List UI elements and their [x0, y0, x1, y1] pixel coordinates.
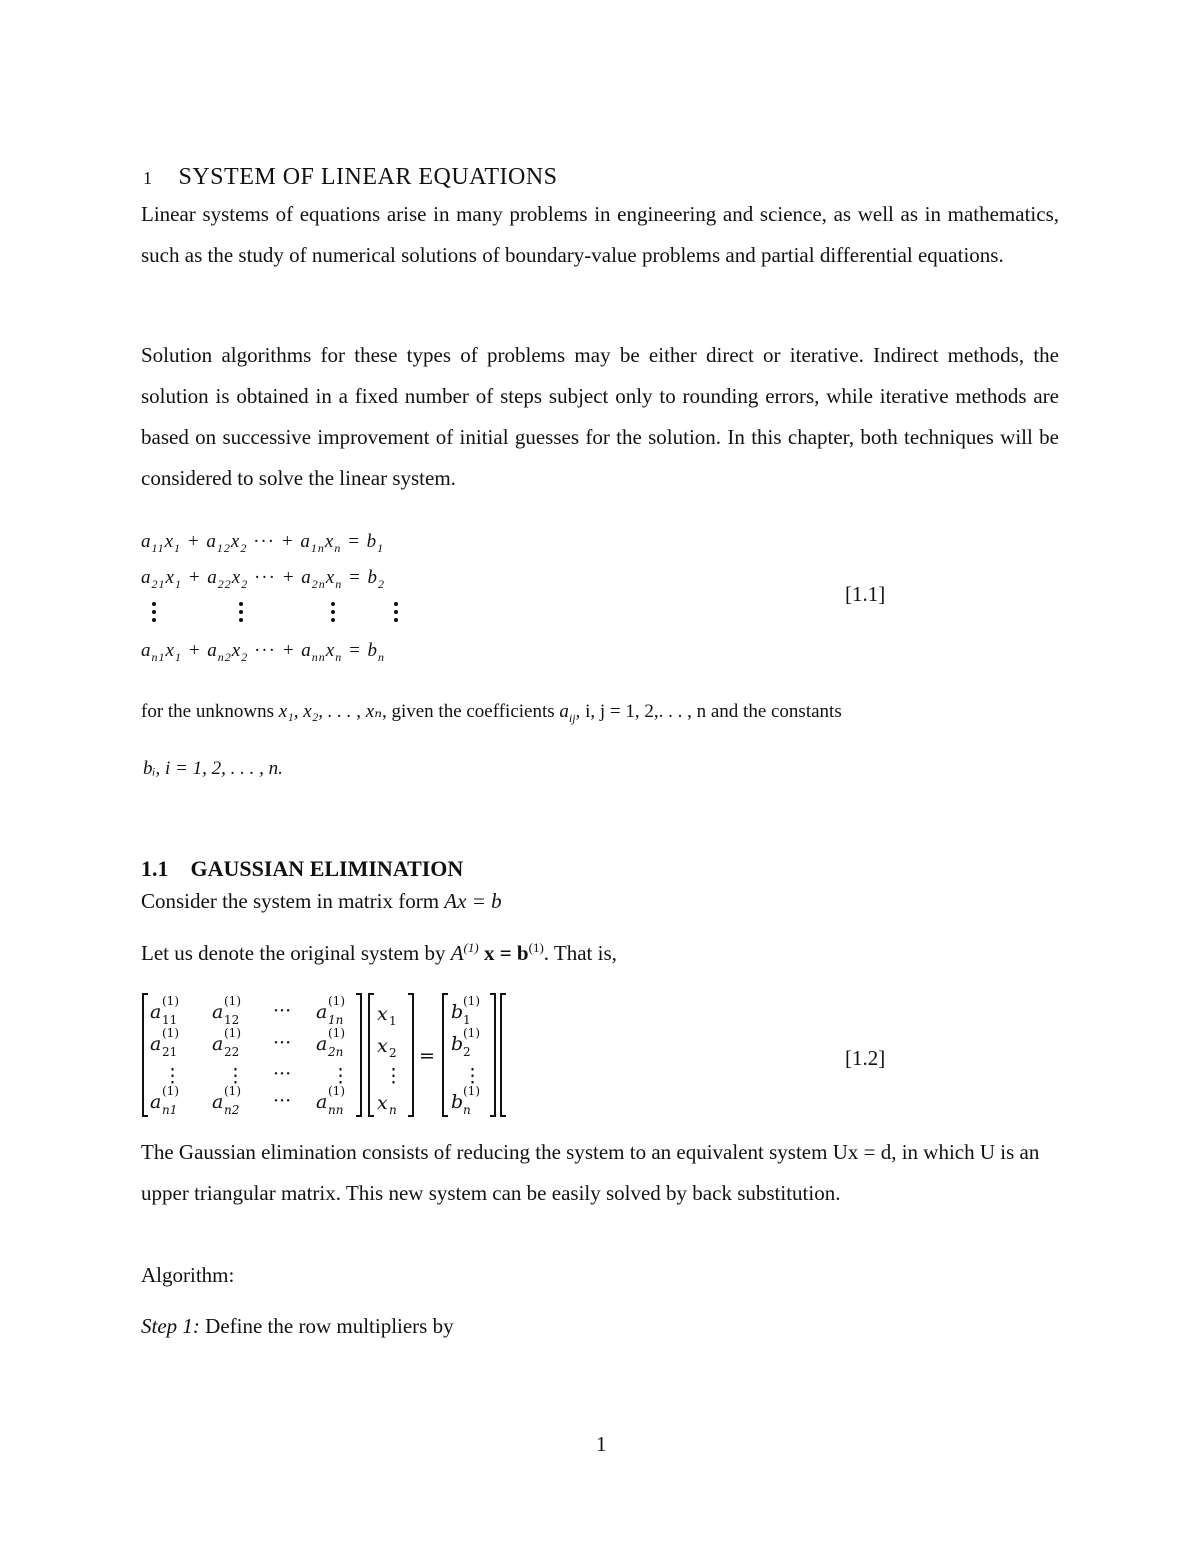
svg-text:a: a	[212, 1001, 224, 1023]
svg-text:a: a	[212, 1091, 224, 1113]
svg-text:···: ···	[273, 1090, 292, 1112]
denote-text: Let us denote the original system by $A^{(1)}$ $x = b^{(1)}$. That is,	[141, 940, 617, 965]
svg-text:(1): (1)	[224, 994, 241, 1008]
svg-text:2n: 2n	[328, 1045, 344, 1059]
page-number: 1	[596, 1432, 607, 1456]
coefficient-symbol: $a_{ij}$	[559, 701, 576, 725]
svg-text:x: x	[377, 1035, 388, 1057]
svg-text:···: ···	[273, 1063, 292, 1085]
svg-text:(1): (1)	[224, 1084, 241, 1098]
subsection-heading	[141, 856, 463, 882]
constants-text: bᵢ, i = 1, 2, . . . , n.	[143, 758, 283, 779]
svg-text:1: 1	[389, 1014, 397, 1028]
svg-text:(1): (1)	[162, 1084, 179, 1098]
svg-text:12: 12	[224, 1013, 240, 1027]
equation-row-1: $a_{11}x_1 + a_{12}x_2$ ··· + $a_{1n}x_n = b_1$	[141, 531, 385, 555]
svg-text:(1): (1)	[162, 1026, 179, 1040]
svg-text:a: a	[316, 1001, 328, 1023]
algorithm-label: Algorithm:	[141, 1263, 235, 1287]
svg-text:1: 1	[463, 1013, 471, 1027]
svg-text:(1): (1)	[328, 1084, 345, 1098]
section-number: 1	[143, 168, 153, 188]
equation-vertical-dots	[140, 598, 420, 630]
svg-text:···: ···	[273, 1000, 292, 1022]
step-1-text: Define the row multipliers by	[199, 1314, 454, 1338]
svg-text:x: x	[377, 1003, 388, 1025]
svg-text:···: ···	[273, 1032, 292, 1054]
subsection-title: GAUSSIAN ELIMINATION	[190, 856, 464, 881]
equation-row-2: $a_{21}x_1 + a_{22}x_2$ ··· + $a_{2n}x_n = b_2$	[141, 567, 386, 591]
svg-text:nn: nn	[328, 1103, 344, 1117]
svg-text:a: a	[150, 1001, 162, 1023]
svg-text:⋮: ⋮	[463, 1065, 482, 1087]
equation-row-n: $a_{n1}x_1 + a_{n2}x_2$ ··· + $a_{nn}x_n = b_n$	[141, 640, 386, 664]
gaussian-paragraph: The Gaussian elimination consists of reducing the system to an equivalent system Ux = d, in which U is an upper triangular matrix. This new system can be easily solved by back substitution.	[141, 1140, 1040, 1205]
svg-text:a: a	[316, 1091, 328, 1113]
equation-label-1-2: [1.2]	[845, 1046, 886, 1070]
svg-text:⋮: ⋮	[226, 1065, 245, 1087]
matrix-vectors	[140, 988, 520, 1123]
svg-text:n2: n2	[224, 1103, 240, 1117]
svg-text:a: a	[316, 1033, 328, 1055]
svg-text:n: n	[389, 1103, 397, 1117]
step-1	[141, 1306, 1081, 1347]
svg-text:2: 2	[389, 1046, 397, 1060]
consider-text: Consider the system in matrix form Ax = b	[141, 889, 502, 913]
svg-text:(1): (1)	[328, 1026, 345, 1040]
svg-text:⋮: ⋮	[384, 1065, 403, 1087]
svg-text:11: 11	[162, 1013, 178, 1027]
svg-text:b: b	[451, 1001, 464, 1023]
svg-text:2: 2	[463, 1045, 471, 1059]
svg-text:(1): (1)	[224, 1026, 241, 1040]
svg-text:(1): (1)	[463, 1026, 480, 1040]
svg-text:(1): (1)	[463, 1084, 480, 1098]
svg-text:a: a	[150, 1091, 162, 1113]
svg-text:x: x	[377, 1092, 388, 1114]
svg-text:n: n	[463, 1103, 471, 1117]
svg-text:⋮: ⋮	[163, 1065, 182, 1087]
methods-paragraph: Solution algorithms for these types of problems may be either direct or iterative. Indirect methods, the solution is obtained in a fixed number of steps subject only to rounding errors, while iterative methods are based on successive improvement of initial guesses for the solution. In this chapter, both techniques will be considered to solve the linear system.	[141, 343, 1059, 490]
svg-text:=: =	[419, 1045, 435, 1067]
svg-text:(1): (1)	[328, 994, 345, 1008]
svg-text:a: a	[212, 1033, 224, 1055]
svg-text:(1): (1)	[162, 994, 179, 1008]
subsection-number: 1.1	[141, 856, 169, 881]
svg-text:22: 22	[224, 1045, 240, 1059]
svg-text:⋮: ⋮	[331, 1065, 350, 1087]
section-heading	[143, 164, 558, 191]
step-1-label: Step 1:	[141, 1314, 200, 1338]
unknowns-text: for the unknowns x₁, x₂, . . . , xₙ, given the coefficients $a_{ij}$, i, j = 1, 2,. . . , n and the constants	[141, 701, 842, 725]
svg-text:21: 21	[162, 1045, 178, 1059]
svg-text:b: b	[451, 1033, 464, 1055]
svg-text:n1: n1	[162, 1103, 178, 1117]
matrix-form-math: Ax = b	[444, 889, 502, 913]
svg-text:(1): (1)	[463, 994, 480, 1008]
section-title: SYSTEM OF LINEAR EQUATIONS	[178, 164, 558, 190]
intro-paragraph: Linear systems of equations arise in many problems in engineering and science, as well as in mathematics, such as the study of numerical solutions of boundary-value problems and partial differential equations.	[141, 202, 1059, 267]
svg-text:b: b	[451, 1091, 464, 1113]
equation-label-1-1: [1.1]	[845, 582, 886, 606]
svg-text:1n: 1n	[328, 1013, 344, 1027]
svg-text:a: a	[150, 1033, 162, 1055]
